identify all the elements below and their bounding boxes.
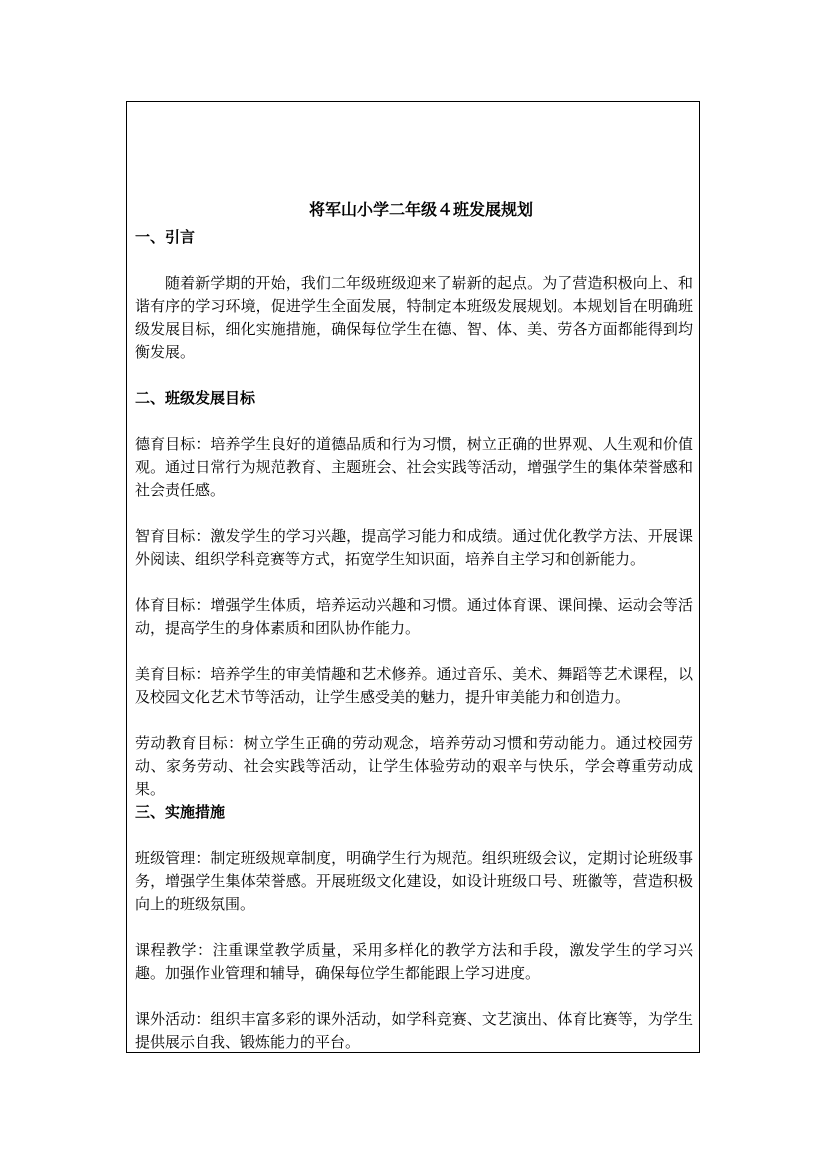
spacer bbox=[135, 916, 693, 939]
goal-physical-paragraph: 体育目标：增强学生体质，培养运动兴趣和习惯。通过体育课、课间操、运动会等活动，提高学生的身体素质和团队协作能力。 bbox=[135, 596, 693, 637]
document-title: 将军山小学二年级４班发展规划 bbox=[309, 200, 534, 219]
spacer bbox=[135, 640, 693, 663]
document-content bbox=[135, 198, 693, 1054]
spacer bbox=[135, 410, 693, 433]
spacer bbox=[135, 571, 693, 594]
goal-labor-paragraph: 劳动教育目标：树立学生正确的劳动观念，培养劳动习惯和劳动能力。通过校园劳动、家务劳动、社会实践等活动，让学生体验劳动的艰辛与快乐，学会尊重劳动成果。 bbox=[135, 734, 693, 798]
spacer bbox=[135, 249, 693, 272]
measure-extracurricular-paragraph: 课外活动：组织丰富多彩的课外活动，如学科竞赛、文艺演出、体育比赛等，为学生提供展示自我、锻炼能力的平台。 bbox=[135, 1010, 693, 1051]
section-heading-intro: 一、引言 bbox=[135, 228, 196, 246]
spacer bbox=[135, 709, 693, 732]
spacer bbox=[135, 502, 693, 525]
section-heading-measures: 三、实施措施 bbox=[135, 803, 226, 821]
measure-teaching-paragraph: 课程教学：注重课堂教学质量，采用多样化的教学方法和手段，激发学生的学习兴趣。加强作业管理和辅导，确保每位学生都能跟上学习进度。 bbox=[135, 941, 693, 982]
document-frame bbox=[126, 101, 700, 1053]
spacer bbox=[135, 364, 693, 387]
intro-paragraph: 随着新学期的开始，我们二年级班级迎来了崭新的起点。为了营造积极向上、和谐有序的学习环境，促进学生全面发展，特制定本班级发展规划。本规划旨在明确班级发展目标，细化实施措施，确保每位学生在德、智、体、美、劳各方面都能得到均衡发展。 bbox=[135, 274, 693, 361]
measure-management-paragraph: 班级管理：制定班级规章制度，明确学生行为规范。组织班级会议，定期讨论班级事务，增强学生集体荣誉感。开展班级文化建设，如设计班级口号、班徽等，营造积极向上的班级氛围。 bbox=[135, 849, 693, 913]
section-heading-goals: 二、班级发展目标 bbox=[135, 389, 256, 407]
goal-aesthetic-paragraph: 美育目标：培养学生的审美情趣和艺术修养。通过音乐、美术、舞蹈等艺术课程，以及校园文化艺术节等活动，让学生感受美的魅力，提升审美能力和创造力。 bbox=[135, 665, 693, 706]
spacer bbox=[135, 824, 693, 847]
goal-moral-paragraph: 德育目标：培养学生良好的道德品质和行为习惯，树立正确的世界观、人生观和价值观。通过日常行为规范教育、主题班会、社会实践等活动，增强学生的集体荣誉感和社会责任感。 bbox=[135, 435, 693, 499]
spacer bbox=[135, 985, 693, 1008]
goal-intellectual-paragraph: 智育目标：激发学生的学习兴趣，提高学习能力和成绩。通过优化教学方法、开展课外阅读、组织学科竞赛等方式，拓宽学生知识面，培养自主学习和创新能力。 bbox=[135, 527, 693, 568]
